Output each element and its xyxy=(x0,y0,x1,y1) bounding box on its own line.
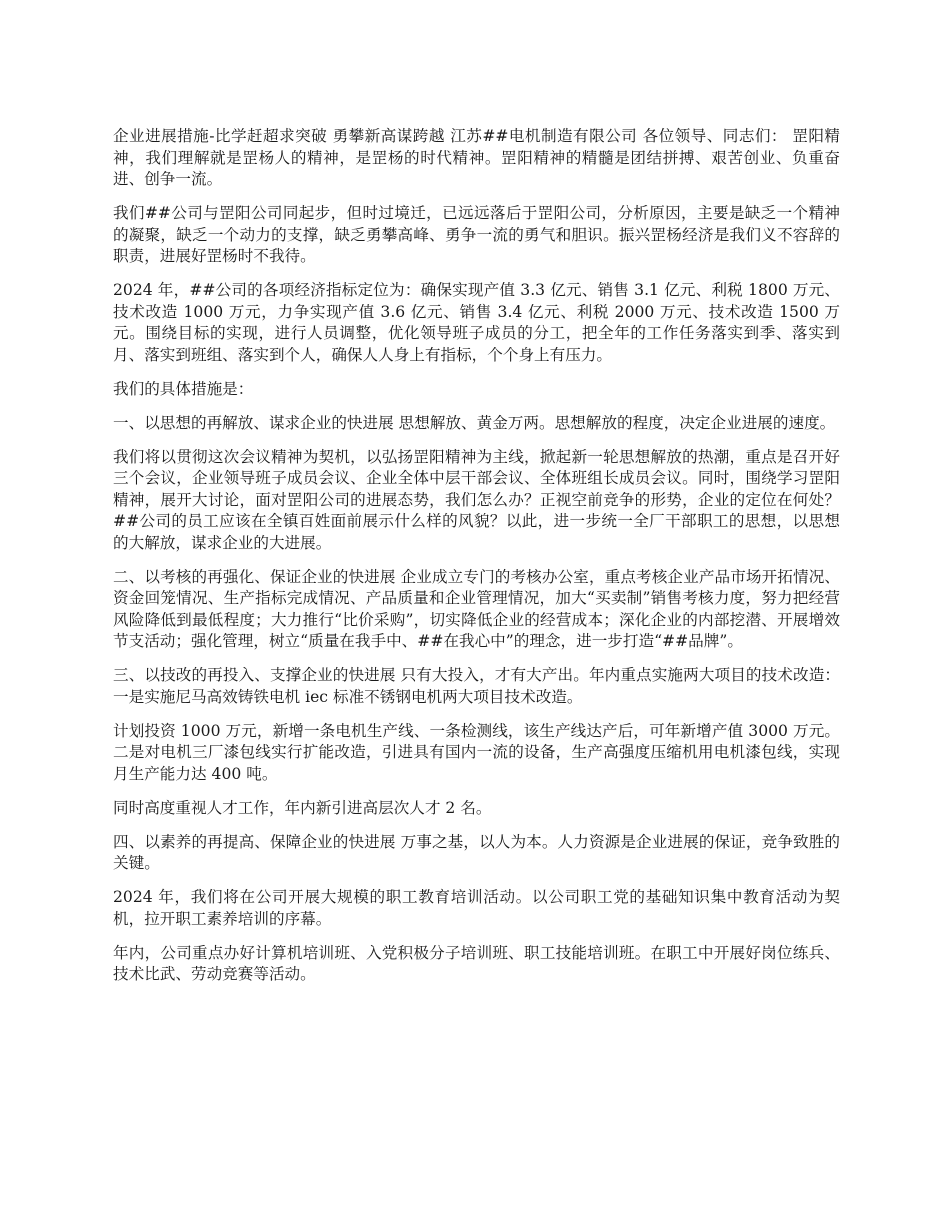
paragraph-measure-4-heading: 四、以素养的再提高、保障企业的快进展 万事之基，以人为本。人力资源是企业进展的保证，竞争致胜的关键。 xyxy=(113,832,840,872)
paragraph-measure-3-heading: 三、以技改的再投入、支撑企业的快进展 只有大投入，才有大产出。年内重点实施两大项目的技术改造：一是实施尼马高效铸铁电机 iec 标准不锈钢电机两大项目技术改造。 xyxy=(113,666,840,706)
paragraph-training-detail: 年内，公司重点办好计算机培训班、入党积极分子培训班、职工技能培训班。在职工中开展好岗位练兵、技术比武、劳动竞赛等活动。 xyxy=(113,943,840,983)
paragraph-talent: 同时高度重视人才工作，年内新引进高层次人才 2 名。 xyxy=(113,798,492,817)
paragraph-measure-1-detail: 我们将以贯彻这次会议精神为契机，以弘扬罡阳精神为主线，掀起新一轮思想解放的热潮，重点是召开好三个会议，企业领导班子成员会议、企业全体中层干部会议、全体班组长成员会议。同时，围绕学习罡阳精神，展开大讨论，面对罡阳公司的进展态势，我们怎么办？正视空前竞争的形势，企业的定位在何处？##公司的员工应该在全镇百姓面前展示什么样的风貌？以此，进一步统一全厂干部职工的思想，以思想的大解放，谋求企业的大进展。 xyxy=(113,447,840,552)
document-body xyxy=(113,126,840,998)
paragraph-measure-2: 二、以考核的再强化、保证企业的快进展 企业成立专门的考核办公室，重点考核企业产品市场开拓情况、资金回笼情况、生产指标完成情况、产品质量和企业管理情况，加大“买卖制”销售考核力度，努力把经营风险降低到最低程度；大力推行“比价采购”，切实降低企业的经营成本；深化企业的内部挖潜、开展增效节支活动；强化管理，树立“质量在我手中、##在我心中”的理念，进一步打造“##品牌”。 xyxy=(113,567,840,650)
paragraph-measure-1-heading: 一、以思想的再解放、谋求企业的快进展 思想解放、黄金万两。思想解放的程度，决定企业进展的速度。 xyxy=(113,413,836,432)
paragraph-background: 我们##公司与罡阳公司同起步，但时过境迁，已远远落后于罡阳公司，分析原因，主要是缺乏一个精神的凝聚，缺乏一个动力的支撑，缺乏勇攀高峰、勇争一流的勇气和胆识。振兴罡杨经济是我们义不容辞的职责，进展好罡杨时不我待。 xyxy=(113,204,840,265)
paragraph-intro: 企业进展措施-比学赶超求突破 勇攀新高谋跨越 江苏##电机制造有限公司 各位领导、同志们： 罡阳精神，我们理解就是罡杨人的精神，是罡杨的时代精神。罡阳精神的精髓是团结拼搏、艰苦创业、负重奋进、创争一流。 xyxy=(113,127,840,188)
paragraph-measure-3-detail: 计划投资 1000 万元，新增一条电机生产线、一条检测线，该生产线达产后，可年新增产值 3000 万元。二是对电机三厂漆包线实行扩能改造，引进具有国内一流的设备，生产高强度压缩机用电机漆包线，实现月生产能力达 400 吨。 xyxy=(113,721,840,783)
paragraph-targets: 2024 年，##公司的各项经济指标定位为：确保实现产值 3.3 亿元、销售 3.1 亿元、利税 1800 万元、技术改造 1000 万元，力争实现产值 3.6 亿元、销售 3.4 亿元、利税 2000 万元、技术改造 1500 万元。围绕目标的实现，进行人员调整，优化领导班子成员的分工，把全年的工作任务落实到季、落实到月、落实到班组、落实到个人，确保人人身上有指标，个个身上有压力。 xyxy=(113,281,840,364)
paragraph-training-plan: 2024 年，我们将在公司开展大规模的职工教育培训活动。以公司职工党的基础知识集中教育活动为契机，拉开职工素养培训的序幕。 xyxy=(113,888,840,928)
paragraph-measures-lead: 我们的具体措施是： xyxy=(113,379,254,398)
